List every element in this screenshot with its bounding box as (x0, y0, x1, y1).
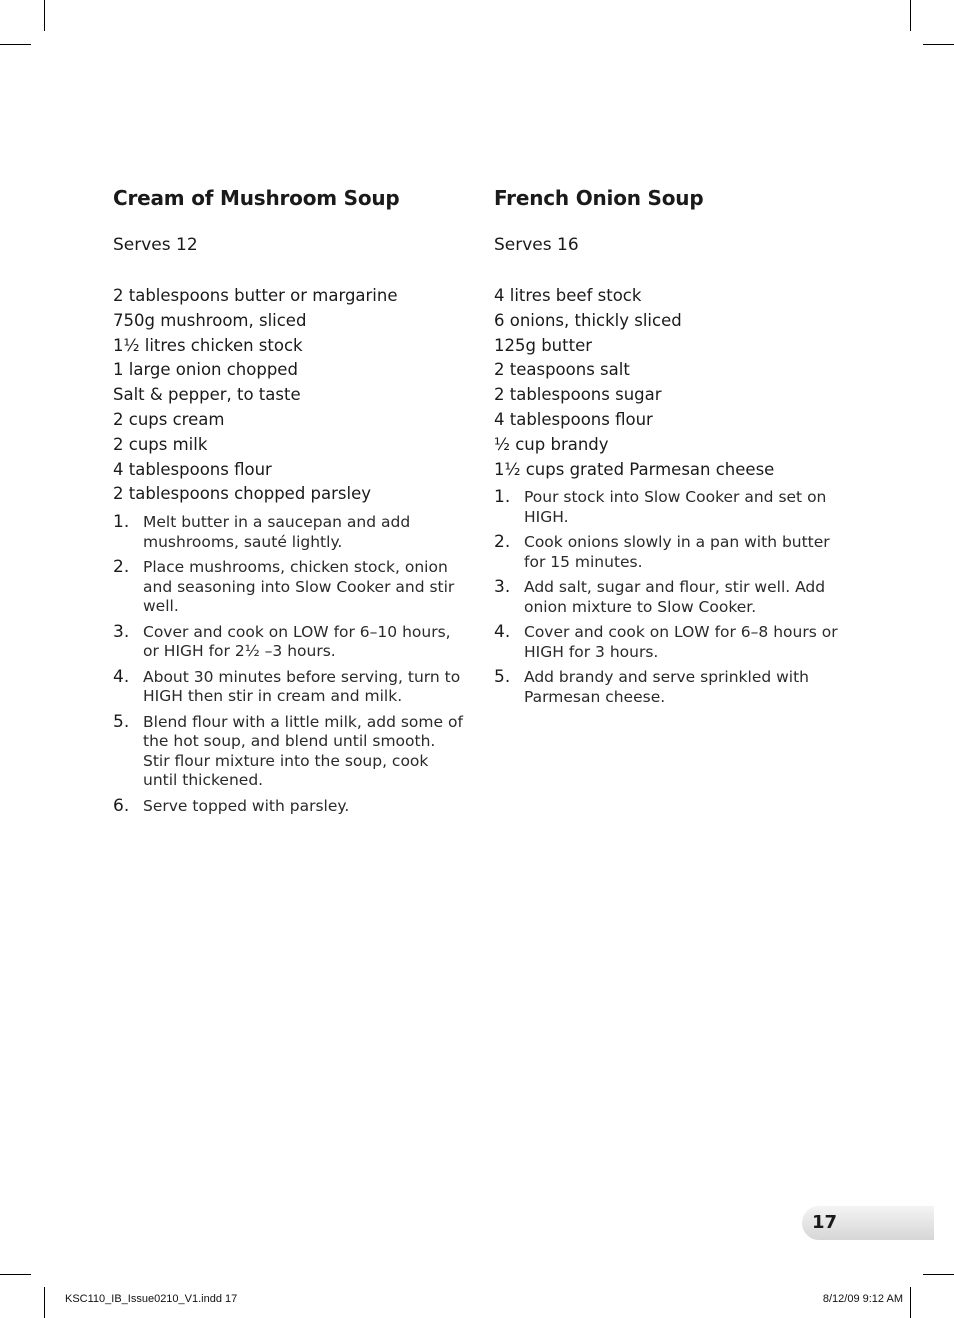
step-text: Serve topped with parsley. (143, 796, 350, 815)
method-step (113, 513, 463, 552)
crop-mark (910, 0, 911, 31)
step-text: Cover and cook on LOW for 6–10 hours, or HIGH for 2½ –3 hours. (143, 622, 451, 661)
method-step (113, 713, 463, 791)
ingredient-item: 2 cups milk (113, 434, 208, 454)
ingredient-item: Salt & pepper, to taste (113, 385, 301, 405)
page-number-tab (802, 1206, 934, 1240)
step-text: Melt butter in a saucepan and add mushrooms, sauté lightly. (143, 513, 411, 551)
step-text: Blend flour with a little milk, add some of the hot soup, and blend until smooth. Stir flour mixture into the soup, cook until thickened. (143, 712, 463, 790)
crop-mark (923, 1274, 954, 1275)
method-step (494, 578, 839, 617)
page-number: 17 (812, 1212, 838, 1233)
ingredient-item: 2 tablespoons chopped parsley (113, 484, 371, 504)
step-number: 4. (113, 666, 130, 687)
step-text: Cook onions slowly in a pan with butter for 15 minutes. (524, 533, 830, 571)
method-step (494, 623, 839, 662)
serves-count: Serves 12 (113, 235, 198, 255)
step-text: Add salt, sugar and flour, stir well. Add onion mixture to Slow Cooker. (524, 578, 826, 616)
footer-file-name: KSC110_IB_Issue0210_V1.indd 17 (65, 1293, 238, 1305)
crop-mark (910, 1287, 911, 1318)
step-number: 5. (113, 711, 130, 732)
ingredient-item: 1½ cups grated Parmesan cheese (494, 459, 775, 479)
ingredient-item: ½ cup brandy (494, 434, 609, 454)
ingredient-item: 2 cups cream (113, 409, 225, 429)
step-number: 4. (494, 622, 511, 643)
step-number: 6. (113, 795, 130, 816)
step-number: 2. (494, 532, 511, 553)
method-steps (113, 513, 463, 816)
footer-timestamp: 8/12/09 9:12 AM (822, 1293, 903, 1305)
step-text: Cover and cook on LOW for 6–8 hours or HIGH for 3 hours. (524, 623, 838, 661)
ingredient-item: 125g butter (494, 335, 593, 355)
method-step (113, 558, 463, 617)
step-number: 3. (113, 621, 130, 642)
crop-mark (44, 0, 45, 31)
method-step (494, 668, 839, 707)
ingredient-item: 4 tablespoons flour (113, 459, 272, 479)
step-text: Place mushrooms, chicken stock, onion and seasoning into Slow Cooker and stir well. (143, 558, 455, 616)
recipe-cream-of-mushroom (113, 184, 463, 822)
method-step (113, 797, 463, 817)
step-text: Pour stock into Slow Cooker and set on HIGH. (524, 488, 827, 526)
step-number: 2. (113, 557, 130, 578)
step-text: Add brandy and serve sprinkled with Parmesan cheese. (524, 668, 810, 706)
method-step (113, 623, 463, 662)
ingredient-item: 1½ litres chicken stock (113, 335, 303, 355)
step-number: 1. (494, 487, 511, 508)
ingredient-item: 4 litres beef stock (494, 286, 642, 305)
method-steps (494, 488, 839, 707)
step-number: 5. (494, 667, 511, 688)
crop-mark (0, 1274, 31, 1275)
method-step (113, 668, 463, 707)
ingredient-list (113, 284, 463, 507)
crop-mark (0, 44, 31, 45)
method-step (494, 533, 839, 572)
ingredient-item: 6 onions, thickly sliced (494, 310, 682, 330)
step-text: About 30 minutes before serving, turn to HIGH then stir in cream and milk. (143, 667, 461, 706)
ingredient-item: 2 tablespoons sugar (494, 385, 662, 405)
ingredient-item: 4 tablespoons flour (494, 409, 653, 429)
ingredient-item: 750g mushroom, sliced (113, 310, 307, 330)
step-number: 1. (113, 512, 130, 533)
ingredient-item: 2 tablespoons butter or margarine (113, 286, 398, 305)
method-step (494, 488, 839, 527)
recipe-title: French Onion Soup (494, 186, 704, 210)
ingredient-item: 2 teaspoons salt (494, 360, 630, 380)
step-number: 3. (494, 577, 511, 598)
recipe-title: Cream of Mushroom Soup (113, 186, 400, 210)
crop-mark (923, 44, 954, 45)
crop-mark (44, 1287, 45, 1318)
ingredient-list (494, 284, 839, 482)
serves-count: Serves 16 (494, 235, 579, 255)
ingredient-item: 1 large onion chopped (113, 360, 298, 380)
recipe-french-onion (494, 184, 839, 713)
